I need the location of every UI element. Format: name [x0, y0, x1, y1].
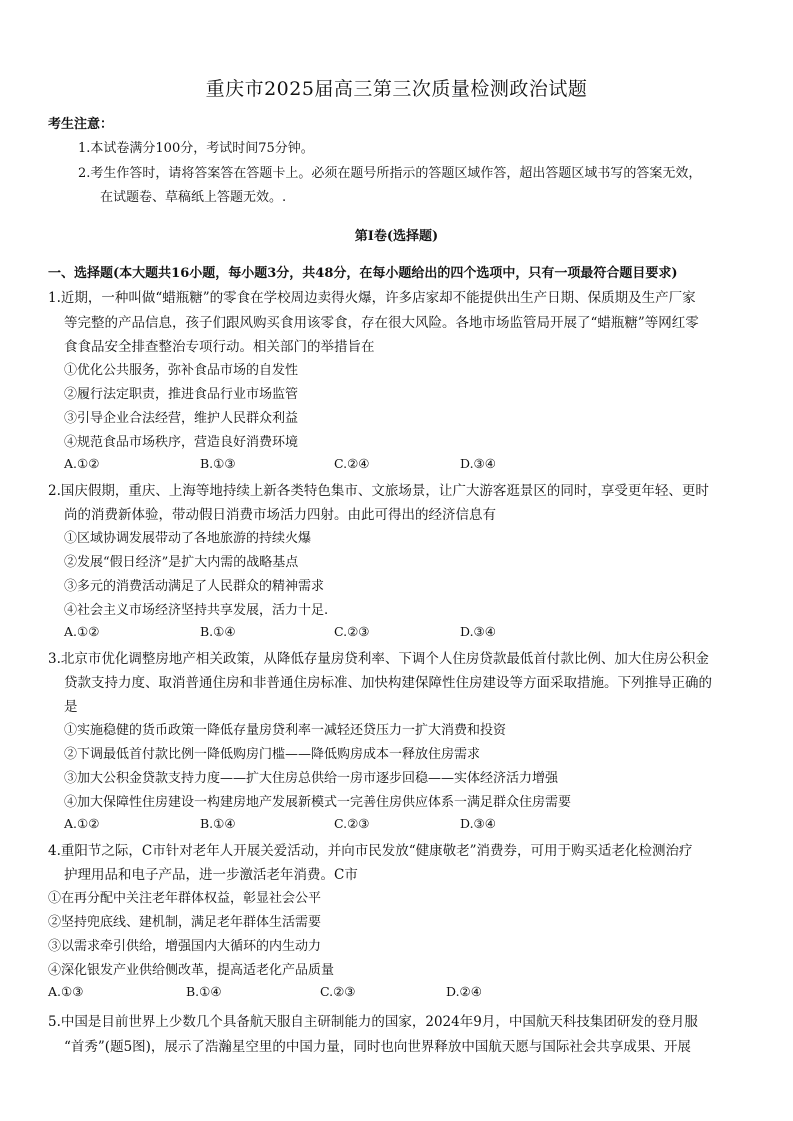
q2-option-4: ④社会主义市场经济坚持共享发展，活力十足.: [64, 603, 329, 618]
q3-choice-d: D.③④: [460, 816, 496, 831]
q3-option-4: ④加大保障性住房建设一构建房地产发展新模式一完善住房供应体系一满足群众住房需要: [64, 795, 572, 810]
q4-line-2: 护理用品和电子产品，进一步激活老年消费。C市: [64, 867, 358, 883]
q2-option-3: ③多元的消费活动满足了人民群众的精神需求: [64, 579, 325, 594]
q1-option-4: ④规范食品市场秩序，营造良好消费环境: [64, 435, 299, 450]
q2-choice-c: C.②③: [334, 624, 370, 639]
q2-line-2: 尚的消费新体验，带动假日消费市场活力四射。由此可得出的经济信息有: [64, 507, 496, 523]
section-header: 一、选择题(本大题共16小题，每小题3分，共48分，在每小题给出的四个选项中，只有一项最符合题目要求): [48, 266, 678, 281]
q3-option-3: ③加大公积金贷款支持力度——扩大住房总供给一房市逐步回稳——实体经济活力增强: [64, 771, 559, 786]
q3-choice-b: B.①④: [200, 816, 236, 831]
q1-option-1: ①优化公共服务，弥补食品市场的自发性: [64, 363, 299, 378]
volume-title: 第Ⅰ卷(选择题): [354, 229, 439, 244]
q4-line-1: 4.重阳节之际，C市针对老年人开展关爱活动，并向市民发放“健康敬老”消费券，可用于购买适老化检测治疗: [48, 843, 693, 859]
q2-option-1: ①区域协调发展带动了各地旅游的持续火爆: [64, 531, 312, 546]
q4-option-2: ②坚持兜底线、建机制，满足老年群体生活需要: [48, 915, 322, 930]
q4-option-4: ④深化银发产业供给侧改革，提高适老化产品质量: [48, 963, 335, 978]
q2-choice-b: B.①④: [200, 624, 236, 639]
q1-line-2: 等完整的产品信息，孩子们跟风购买食用该零食，存在很大风险。各地市场监管局开展了“蜡瓶糖”等网红零: [64, 315, 699, 331]
q4-choice-c: C.②③: [320, 984, 356, 999]
q3-line-2: 贷款支持力度、取消普通住房和非普通住房标准、加快构建保障性住房建设等方面采取措施。下列推导正确的: [64, 675, 712, 691]
q3-choice-c: C.②③: [334, 816, 370, 831]
notice-heading: 考生注意：: [48, 117, 114, 132]
notice-item-2: 2.考生作答时，请将答案答在答题卡上。必须在题号所指示的答题区域作答，超出答题区域书写的答案无效，: [78, 166, 702, 181]
q5-line-2: “首秀”(题5图)，展示了浩瀚星空里的中国力量，同时也向世界释放中国航天愿与国际社会共享成果、开展: [64, 1039, 691, 1055]
q4-choice-d: D.②④: [446, 984, 482, 999]
q2-option-2: ②发展“假日经济”是扩大内需的战略基点: [64, 555, 299, 570]
q1-choice-b: B.①③: [200, 456, 236, 471]
q3-option-2: ②下调最低首付款比例一降低购房门槛——降低购房成本一释放住房需求: [64, 747, 481, 762]
q1-line-3: 食食品安全排查整治专项行动。相关部门的举措旨在: [64, 339, 375, 355]
q1-option-2: ②履行法定职责，推进食品行业市场监管: [64, 387, 299, 402]
q4-choice-a: A.①③: [48, 984, 84, 999]
exam-title: 重庆市2025届高三第三次质量检测政治试题: [205, 78, 588, 100]
notice-item-2-cont: 在试题卷、草稿纸上答题无效。.: [100, 190, 287, 205]
q2-choice-a: A.①②: [64, 624, 100, 639]
q4-option-3: ③以需求牵引供给，增强国内大循环的内生动力: [48, 939, 322, 954]
q2-line-1: 2.国庆假期，重庆、上海等地持续上新各类特色集市、文旅场景，让广大游客逛景区的同时，享受更年轻、更时: [48, 483, 709, 499]
q2-choice-d: D.③④: [460, 624, 496, 639]
q3-option-1: ①实施稳健的货币政策一降低存量房贷利率一减轻还贷压力一扩大消费和投资: [64, 723, 507, 738]
q1-choice-d: D.③④: [460, 456, 496, 471]
q4-choice-b: B.①④: [186, 984, 222, 999]
q1-line-1: 1.近期，一种叫做“蜡瓶糖”的零食在学校周边卖得火爆，许多店家却不能提供出生产日期、保质期及生产厂家: [48, 290, 696, 306]
q3-line-1: 3.北京市优化调整房地产相关政策，从降低存量房贷利率、下调个人住房贷款最低首付款比例、加大住房公积金: [48, 651, 709, 667]
q4-option-1: ①在再分配中关注老年群体权益，彰显社会公平: [48, 891, 322, 906]
q1-choice-c: C.②④: [334, 456, 370, 471]
q3-choice-a: A.①②: [64, 816, 100, 831]
notice-item-1: 1.本试卷满分100分，考试时间75分钟。: [78, 141, 314, 156]
q5-line-1: 5.中国是目前世界上少数几个具备航天服自主研制能力的国家，2024年9月，中国航天科技集团研发的登月服: [48, 1014, 698, 1030]
q3-line-3: 是: [64, 699, 78, 715]
q1-choice-a: A.①②: [64, 456, 100, 471]
q1-option-3: ③引导企业合法经营，维护人民群众利益: [64, 411, 299, 426]
